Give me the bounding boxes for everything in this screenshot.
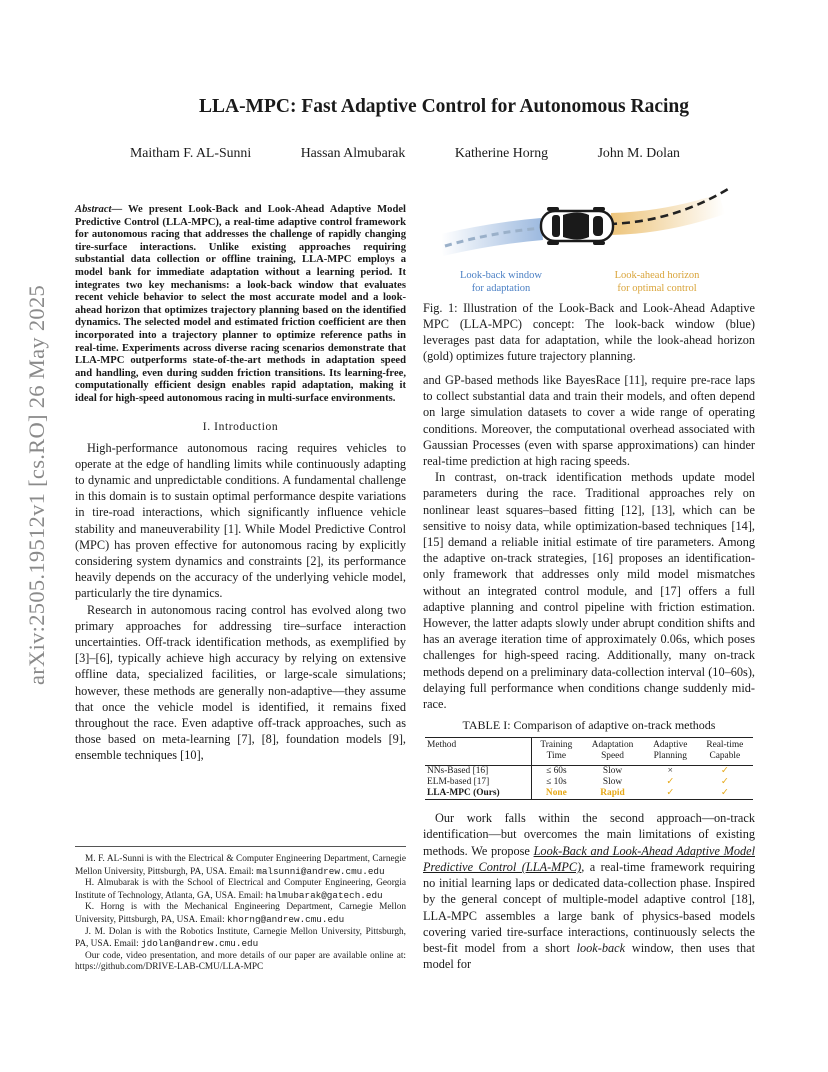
check-icon: ✓: [666, 788, 675, 799]
table-cell: Slow: [602, 776, 623, 787]
final-paragraph: [423, 810, 755, 972]
abstract: Abstract— We present Look-Back and Look-Ahead Adaptive Model Predictive Control (LLA-MPC), a real-time adaptive control framework for autonomous racing that addresses the challenge of rapidly changing tire-surface interactions. Unlike existing approaches requiring substantial data collection or offline training, LLA-MPC employs a model bank for immediate adaptation without a learning period. It integrates two key mechanisms: a look-back window that evaluates recent vehicle behavior to select the most accurate model and a look-ahead horizon that optimizes trajectory planning based on the identified dynamics. The selected model and estimated friction coefficient are then incorporated into a trajectory planner to optimize reference paths in real-time. Experiments across diverse racing scenarios demonstrate that LLA-MPC outperforms state-of-the-art methods in adaptation speed and handling, even during sudden friction transitions. Its learning-free, computationally efficient design enables rapid adaptation, making it ideal for high-speed autonomous racing in multi-surface environments.: [75, 204, 406, 404]
section-heading-introduction: I. Introduction: [202, 420, 279, 433]
method-name: Look-Back and Look-Ahead Adaptive Model Predictive Control (LLA-MPC): [423, 843, 755, 874]
abstract-lead: Abstract: [75, 204, 112, 215]
look-back-band: [441, 218, 543, 256]
look-ahead-label: Look-ahead horizon: [614, 270, 700, 281]
table-header: Method: [425, 738, 531, 765]
right-body: [423, 372, 755, 712]
author: Katherine Horng: [454, 145, 548, 160]
left-column: [75, 204, 406, 764]
race-car-icon: [541, 207, 613, 245]
check-icon: ✓: [720, 765, 729, 776]
author: Maitham F. AL-Sunni: [130, 145, 252, 160]
paragraph: In contrast, on-track identification methods update model parameters during the race. Traditional approaches rely on nonlinear least squares–based fitting [12], [13], which can be sensitive to noisy data, while optimization-based techniques [14], [15] demand a reliable initial estimate of tire parameters. Among the adaptive on-track strategies, [16] proposes an identification-only framework that addresses only mild model mismatches without an integrated control module, and [17] offers a full adaptive planning and control pipeline with friction estimation. However, the latter adapts slowly under abrupt condition shifts and has an average iteration time of approximately 0.06s, which poses challenges for high-speed racing. Additionally, many on-track methods depend on a preliminary data-collection interval (10–60s), delaying full performance when conditions change suddenly mid-race.: [423, 470, 755, 712]
look-back-label: Look-back window: [460, 270, 542, 281]
right-column: [423, 186, 755, 972]
email-link[interactable]: jdolan@andrew.cmu.edu: [141, 938, 259, 950]
check-icon: ✓: [666, 776, 675, 787]
footnote: J. M. Dolan is with the Robotics Institute, Carnegie Mellon University, Pittsburgh, PA, USA. Email: jdolan@andrew.cmu.edu: [75, 926, 406, 950]
table-header: Real-time Capable: [706, 740, 744, 762]
table-cell: Slow: [602, 765, 623, 776]
author: Hassan Almubarak: [300, 145, 406, 160]
abstract-text: We present Look-Back and Look-Ahead Adaptive Model Predictive Control (LLA-MPC), a real-time adaptive control framework for autonomous racing that addresses the challenge of rapidly changing tire-surface interactions. Unlike existing approaches requiring substantial data collection or offline training, LLA-MPC employs a model bank for immediate adaptation without a learning period. It integrates two key mechanisms: a look-back window that evaluates recent vehicle behavior to select the most accurate model and a look-ahead horizon that optimizes trajectory planning based on the identified dynamics. The selected model and estimated friction coefficient are then incorporated into a trajectory planner to optimize reference paths in real-time. Experiments across diverse racing scenarios demonstrate that LLA-MPC outperforms state-of-the-art methods in adaptation speed and handling, even during sudden friction transitions. Its learning-free, computationally efficient design enables rapid adaptation, making it ideal for high-speed autonomous racing in multi-surface environments.: [75, 204, 406, 404]
author: John M. Dolan: [597, 145, 680, 160]
table-row: [425, 777, 753, 788]
footnote: H. Almubarak is with the School of Electrical and Computer Engineering, Georgia Institute of Technology, Atlanta, GA, USA. Email: halmubarak@gatech.edu: [75, 878, 406, 901]
table-cell: ≤ 10s: [546, 776, 567, 787]
figure-caption: Fig. 1: Illustration of the Look-Back and Look-Ahead Adaptive MPC (LLA-MPC) concept: The look-back window (blue) leverages past data for adaptation, while the look-ahead horizon (gold) optimizes future trajectory planning.: [423, 301, 755, 363]
cross-icon: ×: [667, 765, 673, 776]
footnotes: [75, 846, 406, 974]
paragraph: Research in autonomous racing control has evolved along two primary approaches for addressing tire–surface interaction uncertainties. Off-track identification methods, as exemplified by [3]–[6], typically achieve high accuracy by relying on extensive offline data, specialized facilities, or large-scale simulations; however, these methods are generally non-adaptive—they assume that once the vehicle model is identified, it remains fixed throughout the race. Even adaptive off-track approaches, such as those based on meta-learning [7], [8], foundation models [9], ensemble techniques [10],: [75, 602, 406, 763]
author-list: [130, 145, 680, 161]
table-header: Adaptation Speed: [591, 740, 634, 762]
table-row: [425, 788, 753, 800]
look-back-label: for adaptation: [471, 283, 531, 294]
email-link[interactable]: halmubarak@gatech.edu: [265, 889, 383, 901]
look-ahead-label: for optimal control: [617, 283, 697, 294]
paper-title: LLA-MPC: Fast Adaptive Control for Autonomous Racing: [198, 96, 690, 117]
table-cell: NNs-Based [16]: [425, 765, 531, 777]
check-icon: ✓: [720, 776, 729, 787]
arxiv-identifier: arXiv:2505.19512v1 [cs.RO] 26 May 2025: [24, 284, 49, 686]
email-link[interactable]: khorng@andrew.cmu.edu: [227, 913, 345, 925]
check-icon: ✓: [720, 788, 729, 799]
table-cell: Rapid: [600, 788, 625, 799]
footnote: M. F. AL-Sunni is with the Electrical & Computer Engineering Department, Carnegie Mellon University, Pittsburgh, PA, USA. Email: malsunni@andrew.cmu.edu: [75, 854, 406, 877]
email-link[interactable]: malsunni@andrew.cmu.edu: [256, 865, 385, 877]
table-header-row: [425, 738, 753, 765]
table-header: Adaptive Planning: [653, 740, 688, 762]
llampc-concept-illustration: [423, 186, 755, 294]
table-cell: ≤ 60s: [546, 765, 567, 776]
paragraph: Our work falls within the second approach—on-track identification—but overcomes the main limitations of existing methods. We propose Look-Back and Look-Ahead Adaptive Model Predictive Control (LLA-MPC), a real-time framework requiring no initial learning laps or dedicated data-collection phase. Inspired by the general concept of multiple-model adaptive control [18], LLA-MPC assembles a large bank of physics-based models covering varied tire-surface interactions, continuously selects the best-fit model from a short look-back window, then uses that model for: [423, 811, 755, 972]
table-title: TABLE I: Comparison of adaptive on-track methods: [462, 718, 716, 733]
table-row: [425, 765, 753, 777]
table-header: Training Time: [540, 740, 573, 762]
comparison-table: [425, 737, 753, 800]
introduction-body: [75, 440, 406, 764]
figure-1: [423, 186, 755, 294]
table-cell: LLA-MPC (Ours): [425, 788, 531, 800]
footnote: K. Horng is with the Mechanical Engineering Department, Carnegie Mellon University, Pittsburgh, PA, USA. Email: khorng@andrew.cmu.edu: [75, 902, 406, 925]
table-cell: None: [545, 788, 567, 799]
table-cell: ELM-based [17]: [425, 777, 531, 788]
paragraph: High-performance autonomous racing requires vehicles to operate at the edge of handling limits while continuously adapting to dynamic and unpredictable conditions. A fundamental challenge in this domain is to sustain optimal performance despite variations in tire-road interactions, which significantly influence vehicle stability and maneuverability [1]. While Model Predictive Control (MPC) has proven effective for autonomous racing by explicitly considering system dynamics and constraints [2], its performance heavily depends on the accuracy of the underlying vehicle model, particularly the tire dynamics.: [75, 440, 406, 601]
footnote: Our code, video presentation, and more details of our paper are available online at: https://github.com/DRIVE-LAB-CMU/LLA-MPC: [75, 950, 406, 973]
arxiv-stamp: [0, 0, 60, 1072]
paragraph: and GP-based methods like BayesRace [11], require pre-race laps to collect substantial data and train their models, and often depend on large simulation datasets to cover a wide range of operating conditions. Moreover, the computational overhead associated with Gaussian Processes (even with sparse approximations) can hinder real-time prediction at high racing speeds.: [423, 373, 755, 469]
